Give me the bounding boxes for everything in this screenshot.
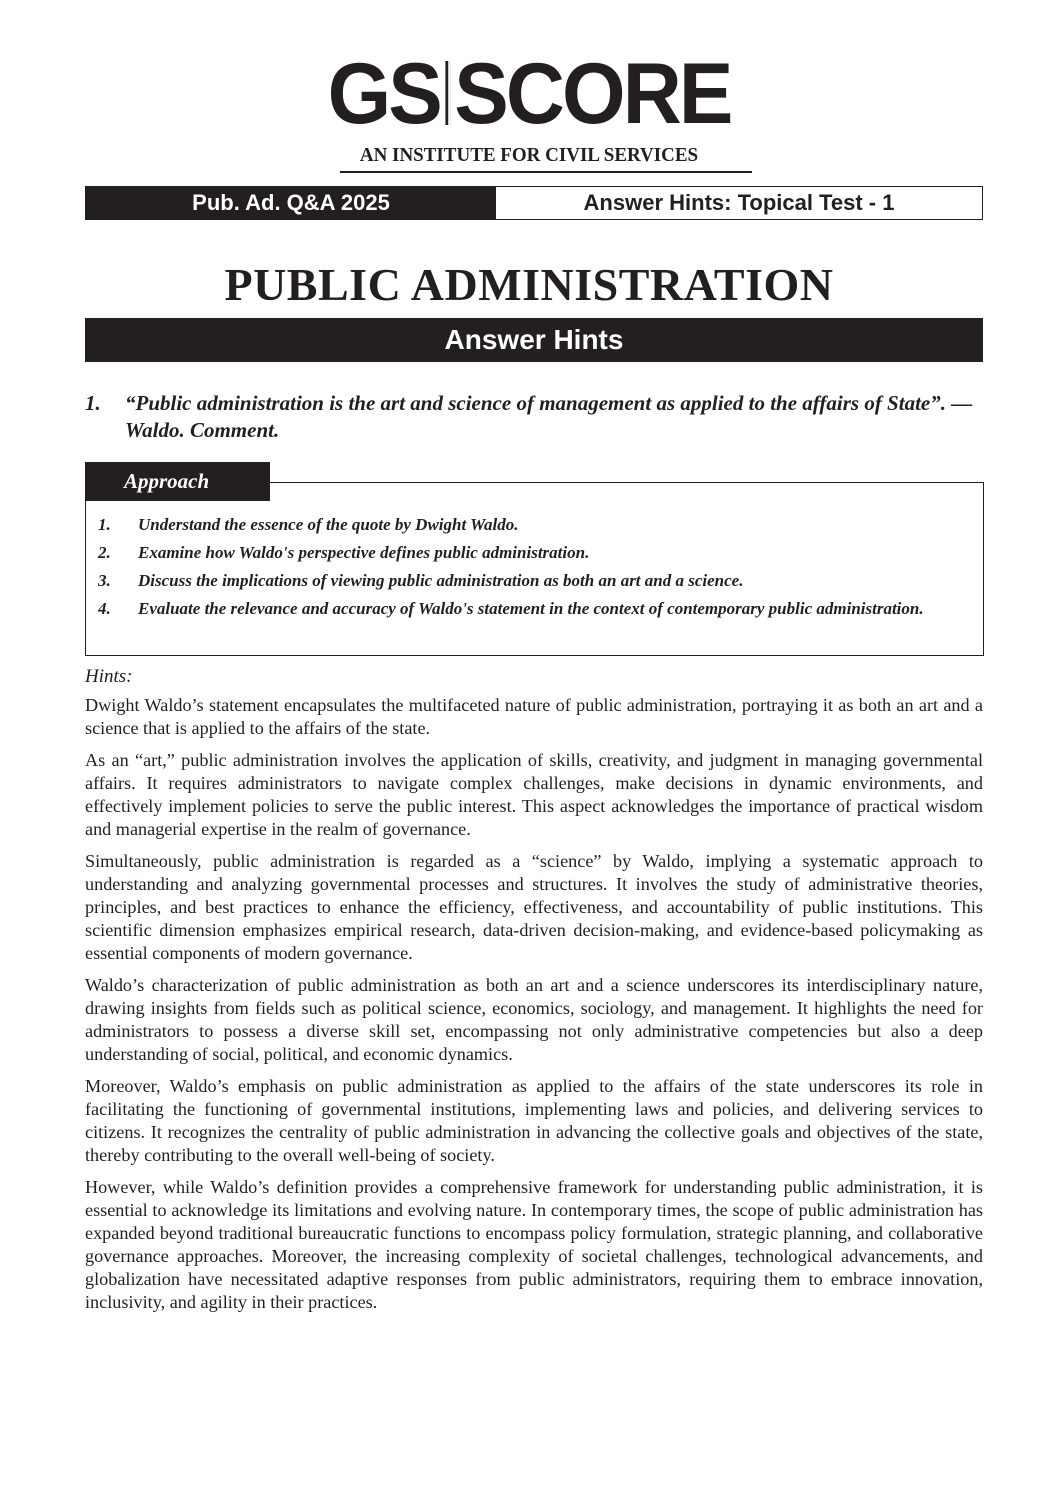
answer-hints-banner: Answer Hints <box>85 318 983 362</box>
question-number: 1. <box>85 391 101 415</box>
logo-divider <box>444 61 451 125</box>
hints-label: Hints: <box>85 666 133 687</box>
item-number: 1. <box>98 515 111 534</box>
item-text: Discuss the implications of viewing public administration as both an art and a science. <box>138 571 744 590</box>
item-text: Evaluate the relevance and accuracy of Waldo's statement in the context of contemporary public administration. <box>138 599 924 618</box>
header-bar <box>85 186 983 220</box>
test-label: Answer Hints: Topical Test - 1 <box>583 190 895 215</box>
item-number: 4. <box>98 599 111 618</box>
paragraph: Waldo’s characterization of public administration as both an art and a science underscores its interdisciplinary nature, drawing insights from fields such as political science, economics, sociology, and management. It highlights the need for administrators to possess a diverse skill set, encompassing not only administrative competencies but also a deep understanding of social, political, and economic dynamics. <box>85 975 983 1064</box>
hints-body <box>85 694 983 1323</box>
approach-box <box>85 482 984 656</box>
logo-text-score: SCORE <box>454 46 731 142</box>
paragraph: Simultaneously, public administration is regarded as a “science” by Waldo, implying a systematic approach to understanding and analyzing governmental processes and structures. It involves the study of administrative theories, principles, and best practices to enhance the efficiency, effectiveness, and accountability of public institutions. This scientific dimension emphasizes empirical research, data-driven decision-making, and evidence-based policymaking as essential components of modern governance. <box>85 851 983 963</box>
logo-subtitle: AN INSTITUTE FOR CIVIL SERVICES <box>359 144 699 166</box>
paragraph: Dwight Waldo’s statement encapsulates the multifaceted nature of public administration, portraying it as both an art and a science that is applied to the affairs of the state. <box>85 695 983 738</box>
approach-label: Approach <box>85 462 270 501</box>
approach-item <box>98 513 971 536</box>
item-text: Understand the essence of the quote by Dwight Waldo. <box>138 515 519 534</box>
approach-item <box>98 597 971 620</box>
gs-score-logo <box>0 46 1058 142</box>
paragraph: As an “art,” public administration involves the application of skills, creativity, and judgment in managing governmental affairs. It requires administrators to navigate complex challenges, make decisions in dynamic environments, and effectively implement policies to serve the public interest. This aspect acknowledges the importance of practical wisdom and managerial expertise in the realm of governance. <box>85 750 983 839</box>
item-number: 2. <box>98 543 111 562</box>
approach-item <box>98 569 971 592</box>
page-title: PUBLIC ADMINISTRATION <box>224 259 834 310</box>
question <box>85 390 985 444</box>
logo-rule <box>340 171 752 173</box>
question-text: “Public administration is the art and science of management as applied to the affairs of State”. — Waldo. Comment. <box>125 391 973 442</box>
series-label: Pub. Ad. Q&A 2025 <box>86 187 496 219</box>
paragraph: However, while Waldo’s definition provides a comprehensive framework for understanding public administration, it is essential to acknowledge its limitations and evolving nature. In contemporary times, the scope of public administration has expanded beyond traditional bureaucratic functions to encompass policy formulation, strategic planning, and collaborative governance approaches. Moreover, the increasing complexity of societal challenges, technological advancements, and globalization have necessitated adaptive responses from public administrators, requiring them to embrace innovation, inclusivity, and agility in their practices. <box>85 1177 983 1312</box>
logo-text-gs: GS <box>327 46 440 142</box>
approach-item <box>98 541 971 564</box>
item-number: 3. <box>98 571 111 590</box>
paragraph: Moreover, Waldo’s emphasis on public administration as applied to the affairs of the state underscores its role in facilitating the functioning of governmental institutions, implementing laws and policies, and delivering services to citizens. It recognizes the centrality of public administration in advancing the collective goals and objectives of the state, thereby contributing to the overall well-being of society. <box>85 1076 983 1165</box>
item-text: Examine how Waldo's perspective defines public administration. <box>138 543 590 562</box>
